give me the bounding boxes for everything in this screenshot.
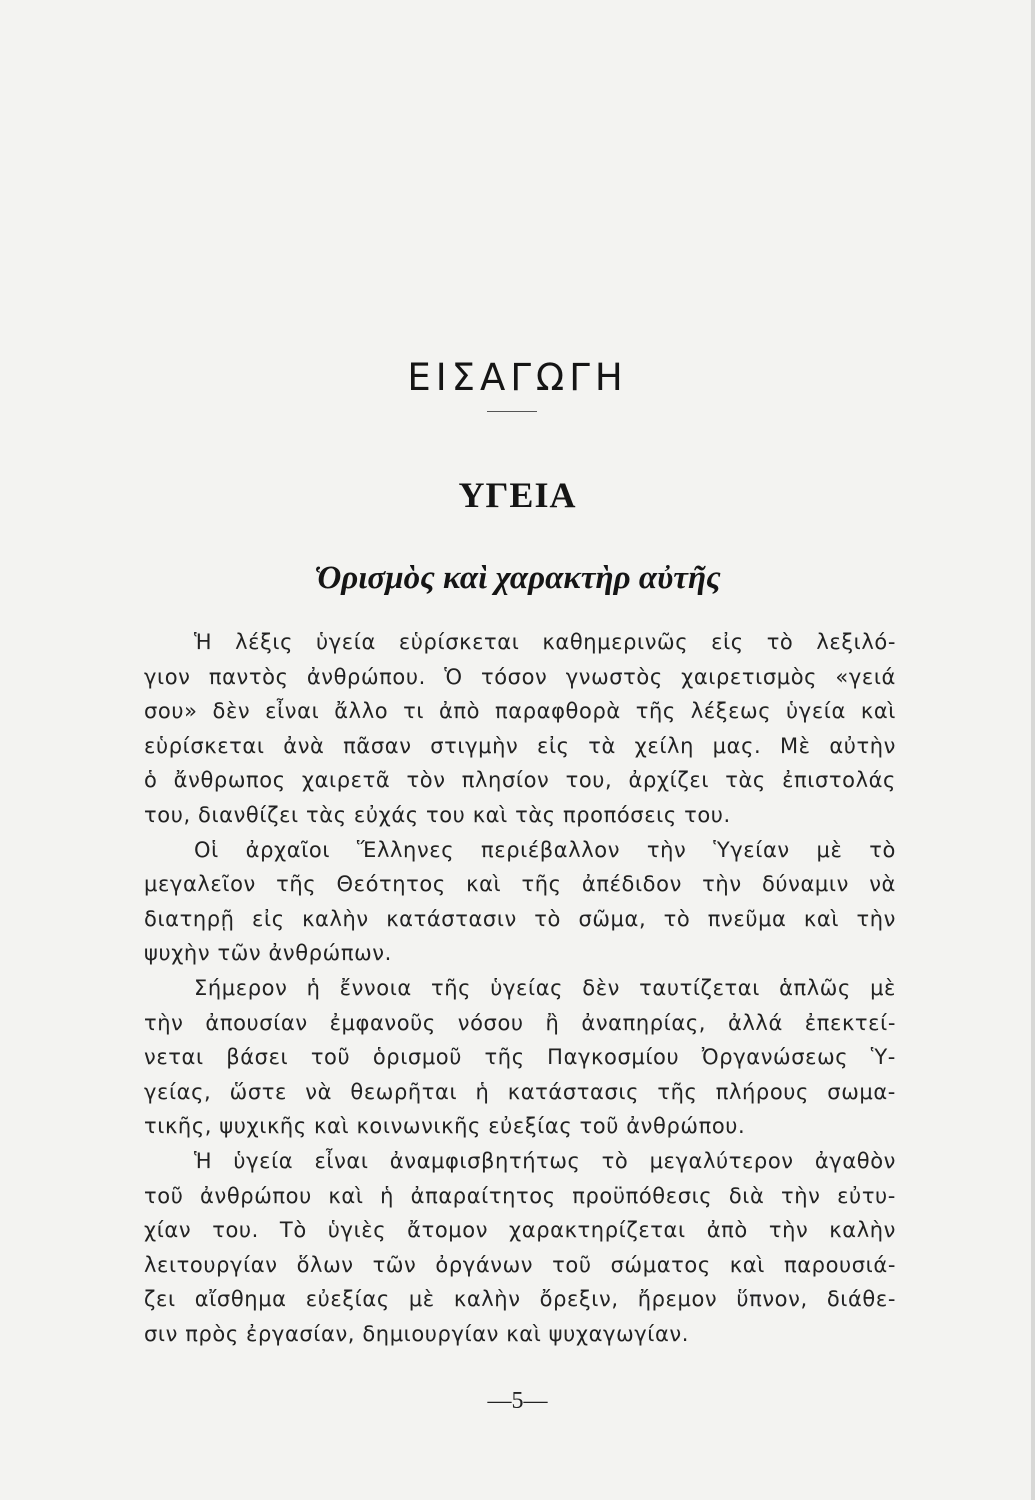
text-line: γιον παντὸς ἀνθρώπου. Ὁ τόσον γνωστὸς χαιρετισμὸς «γειά [144,664,896,689]
text-line: λειτουργίαν ὅλων τῶν ὀργάνων τοῦ σώματος καὶ παρουσιά- [144,1252,896,1277]
paragraph-4 [144,1144,896,1352]
text-line: σου» δὲν εἶναι ἄλλο τι ἀπὸ παραφθορὰ τῆς λέξεως ὑγεία καὶ [144,699,896,724]
text-line: εὑρίσκεται ἀνὰ πᾶσαν στιγμὴν εἰς τὰ χείλη μας. Μὲ αὐτὴν [144,733,896,758]
text-line: τὴν ἀπουσίαν ἐμφανοῦς νόσου ἢ ἀναπηρίας, ἀλλά ἐπεκτεί- [144,1010,896,1035]
text-line: γείας, ὥστε νὰ θεωρῆται ἡ κατάστασις τῆς πλήρους σωμα- [144,1079,896,1104]
text-line: χίαν του. Τὸ ὑγιὲς ἄτομον χαρακτηρίζεται ἀπὸ τὴν καλὴν [144,1218,896,1243]
text-line: ζει αἴσθημα εὐεξίας μὲ καλὴν ὄρεξιν, ἤρεμον ὕπνον, διάθε- [144,1287,896,1312]
text-line: Σήμερον ἡ ἔννοια τῆς ὑγείας δὲν ταυτίζεται ἁπλῶς μὲ [194,975,896,1000]
text-line: Ἡ ὑγεία εἶναι ἀναμφισβητήτως τὸ μεγαλύτερον ἀγαθὸν [194,1148,896,1173]
text-line: ὁ ἄνθρωπος χαιρετᾶ τὸν πλησίον του, ἀρχίζει τὰς ἐπιστολάς [144,768,896,793]
text-line: τοῦ ἀνθρώπου καὶ ἡ ἀπαραίτητος προϋπόθεσις διὰ τὴν εὐτυ- [144,1183,896,1208]
text-line: νεται βάσει τοῦ ὁρισμοῦ τῆς Παγκοσμίου Ὀργανώσεως Ὑ- [144,1045,896,1070]
chapter-title: ΥΓΕΙΑ [458,475,577,515]
text-line: σιν πρὸς ἐργασίαν, δημιουργίαν καὶ ψυχαγωγίαν. [144,1321,690,1346]
paragraph-1 [144,625,896,833]
page-number: —5— [487,1388,548,1414]
title-divider [487,411,537,412]
text-line: μεγαλεῖον τῆς Θεότητος καὶ τῆς ἀπέδιδον τὴν δύναμιν νὰ [144,872,896,897]
text-line: Οἱ ἀρχαῖοι Ἕλληνες περιέβαλλον τὴν Ὑγείαν μὲ τὸ [194,837,896,862]
text-line: ψυχὴν τῶν ἀνθρώπων. [144,941,392,966]
body-text [144,625,896,1351]
paragraph-2 [144,833,896,971]
text-line: διατηρῇ εἰς καλὴν κατάστασιν τὸ σῶμα, τὸ πνεῦμα καὶ τὴν [144,906,896,931]
text-line: Ἡ λέξις ὑγεία εὑρίσκεται καθημερινῶς εἰς τὸ λεξιλό- [194,630,896,654]
subtitle: Ὁρισμὸς καὶ χαρακτὴρ αὐτῆς [314,560,721,596]
text-line: του, διανθίζει τὰς εὐχάς του καὶ τὰς προπόσεις του. [144,802,731,827]
text-line: τικῆς, ψυχικῆς καὶ κοινωνικῆς εὐεξίας τοῦ ἀνθρώπου. [144,1114,746,1139]
section-title: ΕΙΣΑΓΩΓΗ [407,356,628,399]
paragraph-3 [144,971,896,1144]
page-edge [1031,0,1035,1500]
